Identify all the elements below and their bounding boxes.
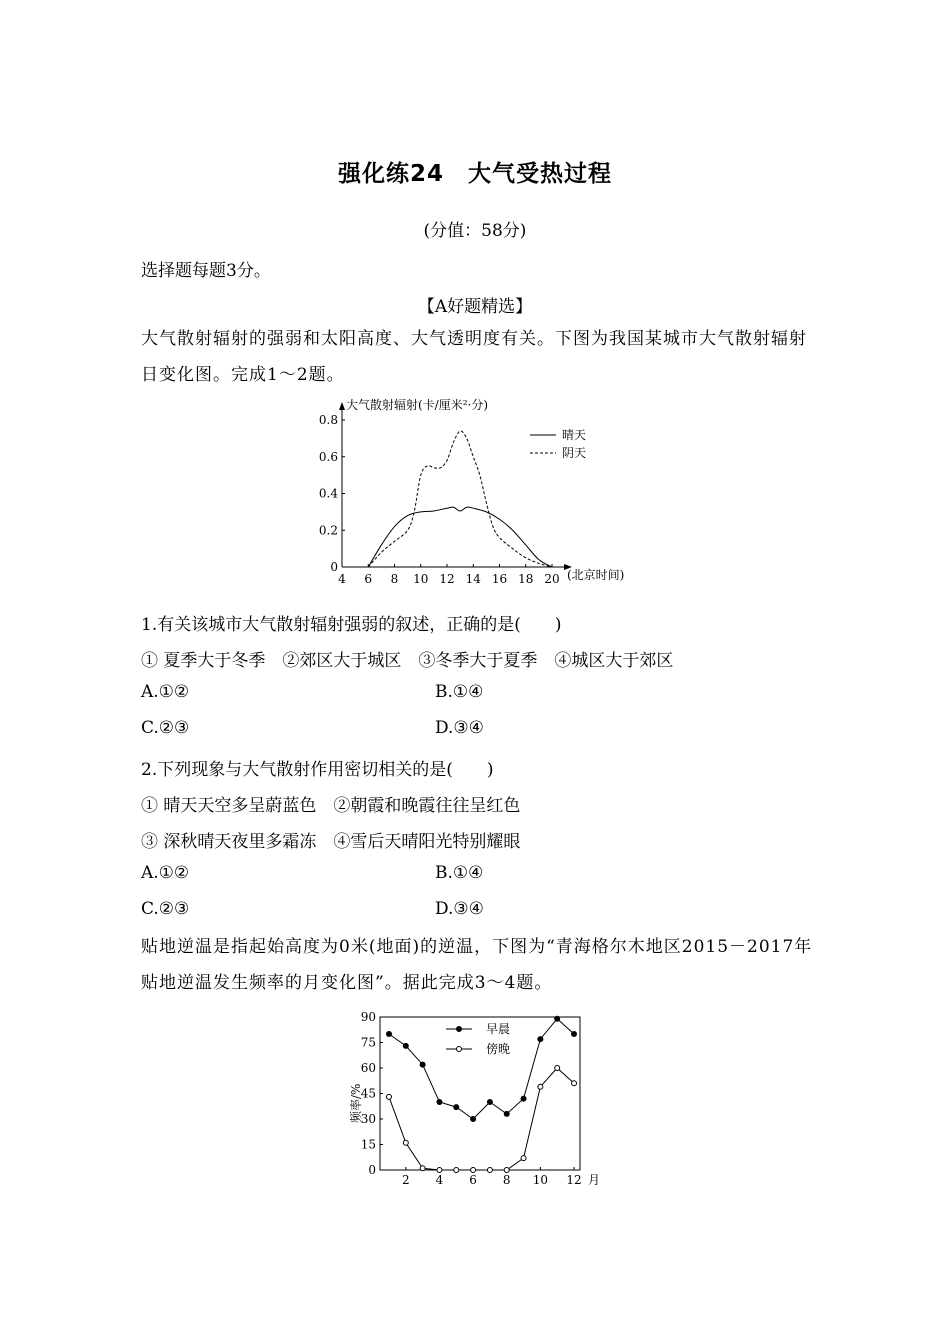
legend-morning-label: 早晨 (486, 1022, 511, 1036)
evening-point (420, 1166, 425, 1171)
chart1-x-tick-label: 16 (491, 572, 508, 586)
scatter-radiation-chart (0, 395, 950, 595)
cloudy-series-line (368, 431, 552, 567)
q2-option-d[interactable]: D.③④ (435, 899, 484, 919)
chart1-axes (339, 402, 572, 570)
morning-point (403, 1043, 408, 1048)
evening-point (538, 1084, 543, 1089)
morning-point (387, 1032, 392, 1037)
chart2-y-tick-label: 75 (360, 1035, 376, 1050)
chart1-x-tick-label: 18 (518, 572, 534, 586)
chart1-x-tick-label: 10 (413, 572, 429, 586)
chart2-y-tick-label: 30 (360, 1112, 376, 1126)
chart2-ticks (361, 1010, 582, 1187)
morning-point (555, 1016, 560, 1021)
chart2-y-tick-label: 90 (360, 1010, 376, 1024)
q1-option-b[interactable]: B.①④ (435, 682, 484, 702)
evening-point (454, 1168, 459, 1173)
chart2-x-tick-label: 12 (566, 1173, 582, 1187)
evening-point (504, 1168, 509, 1173)
chart2-y-tick-label: 45 (360, 1086, 376, 1101)
chart1-x-tick-label: 4 (338, 572, 346, 586)
chart2-y-tick-label: 0 (368, 1163, 376, 1177)
evening-point (487, 1168, 492, 1173)
q1-option-c[interactable]: C.②③ (141, 718, 190, 738)
morning-point (437, 1100, 442, 1105)
chart1-x-tick-label: 6 (364, 572, 373, 586)
chart1-y-tick-label: 0.4 (318, 486, 338, 501)
legend-morning-marker (457, 1027, 462, 1032)
evening-point (521, 1156, 526, 1161)
chart1-xlabel: (北京时间) (567, 568, 625, 582)
chart1-x-tick-label: 8 (390, 572, 399, 586)
chart1-x-tick-label: 14 (465, 572, 481, 586)
legend-evening-marker (457, 1047, 462, 1052)
morning-point (572, 1032, 577, 1037)
question-1-stem: 1.有关该城市大气散射辐射强弱的叙述，正确的是( ) (141, 615, 562, 635)
legend-sunny-label: 晴天 (562, 428, 587, 442)
evening-point (387, 1094, 392, 1099)
question-1-items: ① 夏季大于冬季 ②郊区大于城区 ③冬季大于夏季 ④城区大于郊区 (141, 651, 674, 671)
q2-option-b[interactable]: B.①④ (435, 863, 484, 883)
question-2-items-1: ① 晴天天空多呈蔚蓝色 ②朝霞和晚霞往往呈红色 (141, 796, 521, 816)
q1-option-d[interactable]: D.③④ (435, 718, 484, 738)
evening-series-line (389, 1068, 574, 1170)
evening-point (471, 1168, 476, 1173)
question-2-items-2: ③ 深秋晴天夜里多霜冻 ④雪后天晴阳光特别耀眼 (141, 832, 521, 852)
sunny-series-line (368, 507, 552, 567)
chart2-x-tick-label: 8 (502, 1173, 511, 1187)
chart1-y-tick-label: 0.8 (318, 413, 338, 427)
chart2-frame (380, 1017, 580, 1170)
q2-option-c[interactable]: C.②③ (141, 899, 190, 919)
chart1-y-tick-label: 0 (330, 560, 338, 574)
intro-paragraph-1: 大气散射辐射的强弱和太阳高度、大气透明度有关。下图为我国某城市大气散射辐射日变化图。完成1～2题。 (141, 329, 807, 385)
chart2-y-tick-label: 60 (360, 1061, 376, 1075)
morning-point (487, 1100, 492, 1105)
q1-option-a[interactable]: A.①② (141, 682, 190, 702)
question-2-stem: 2.下列现象与大气散射作用密切相关的是( ) (141, 760, 494, 780)
evening-point (555, 1066, 560, 1071)
chart2-series (387, 1016, 577, 1172)
morning-point (521, 1096, 526, 1101)
legend-evening-label: 傍晚 (486, 1042, 511, 1056)
evening-point (403, 1140, 408, 1145)
chart1-ticks (319, 413, 560, 586)
score-note: (分值：58分) (423, 221, 527, 241)
evening-point (572, 1081, 577, 1086)
morning-series-line (389, 1019, 574, 1119)
q2-option-a[interactable]: A.①② (141, 863, 190, 883)
chart2-x-tick-label: 4 (435, 1173, 444, 1187)
chart1-series (368, 431, 552, 567)
morning-point (538, 1037, 543, 1042)
chart1-x-tick-label: 20 (544, 572, 560, 586)
inversion-frequency-chart (0, 1005, 950, 1195)
morning-point (420, 1062, 425, 1067)
morning-point (454, 1105, 459, 1110)
chart1-y-tick-label: 0.6 (318, 449, 338, 464)
morning-point (504, 1111, 509, 1116)
chart1-x-tick-label: 12 (439, 572, 455, 586)
instruction: 选择题每题3分。 (141, 261, 271, 281)
chart2-xlabel: 月 (588, 1173, 601, 1187)
chart2-y-tick-label: 15 (360, 1137, 376, 1152)
morning-point (471, 1117, 476, 1122)
evening-point (437, 1168, 442, 1173)
section-heading: 【A好题精选】 (417, 297, 533, 317)
intro-paragraph-2: 贴地逆温是指起始高度为0米(地面)的逆温，下图为“青海格尔木地区2015－2017年贴地逆温发生频率的月变化图”。据此完成3～4题。 (141, 937, 813, 993)
chart1-y-arrow (339, 402, 345, 410)
legend-cloudy-label: 阴天 (562, 446, 587, 460)
page-title: 强化练24 大气受热过程 (337, 161, 612, 187)
chart2-ylabel: 频率/% (349, 1083, 363, 1123)
chart2-axes (380, 1017, 580, 1170)
chart2-x-tick-label: 10 (532, 1173, 549, 1187)
chart1-ylabel: 大气散射辐射(卡/厘米²·分) (346, 398, 489, 412)
chart2-x-tick-label: 2 (401, 1173, 410, 1187)
chart2-x-tick-label: 6 (469, 1173, 477, 1187)
chart1-y-tick-label: 0.2 (318, 523, 338, 538)
